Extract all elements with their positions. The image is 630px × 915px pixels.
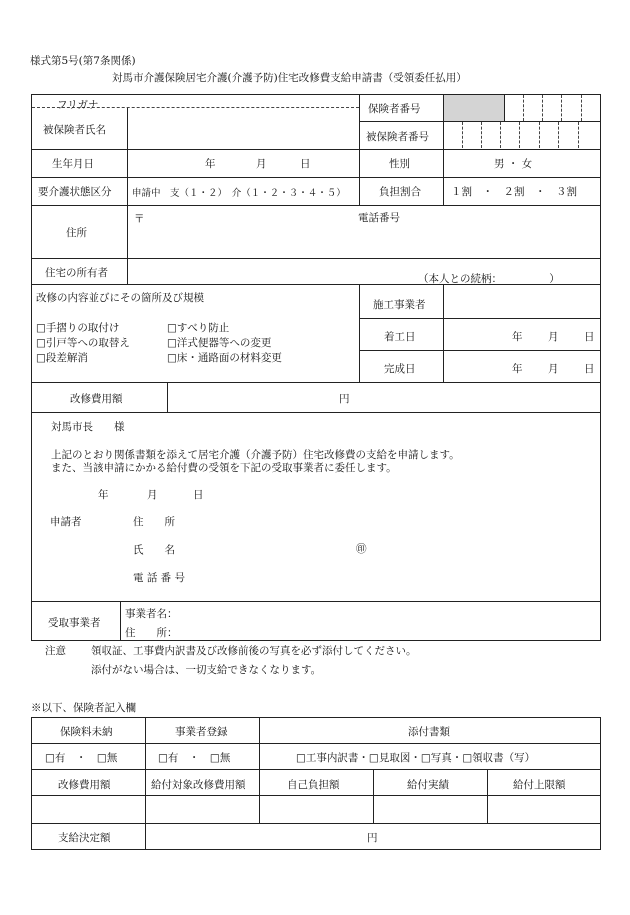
addressee: 対馬市長 様	[51, 421, 125, 433]
insurer-number-label: 保険者番号	[368, 103, 421, 115]
renovation-item: □洋式便器等への変更	[167, 337, 272, 349]
benefit-limit-header: 給付上限額	[513, 779, 566, 791]
cost-label: 改修費用額	[70, 393, 123, 405]
applicant-phone-label: 電 話 番 号	[133, 572, 186, 584]
registered-header: 事業者登録	[175, 726, 228, 738]
gender-options: 男 ・ 女	[494, 158, 533, 170]
note-label: 注意	[45, 645, 66, 657]
burden-label: 負担割合	[379, 186, 421, 198]
request-line-1: 上記のとおり関係書類を添えて居宅介護（介護予防）住宅改修費の支給を申請します。	[51, 449, 460, 461]
care-level-label: 要介護状態区分	[38, 186, 112, 198]
gender-label: 性別	[389, 158, 410, 170]
start-month: 月	[548, 331, 559, 343]
owner-label: 住宅の所有者	[45, 267, 108, 279]
request-month: 月	[147, 489, 158, 501]
cost-header: 改修費用額	[58, 779, 111, 791]
unpaid-premium-header: 保険料未納	[60, 726, 113, 738]
attached-options: □工事内訳書・□見取図・□写真・□領収書（写）	[296, 752, 536, 764]
self-pay-header: 自己負担額	[287, 779, 340, 791]
renovation-item: □手摺りの取付け	[36, 322, 120, 334]
seal-mark: ㊞	[356, 543, 367, 555]
request-day: 日	[193, 489, 204, 501]
note-line-1: 領収証、工事費内訳書及び改修前後の写真を必ず添付してください。	[91, 645, 417, 657]
end-day: 日	[584, 363, 595, 375]
postal-mark: 〒	[134, 213, 145, 225]
phone-label: 電話番号	[358, 212, 400, 224]
renovation-item: □すべり防止	[167, 322, 230, 334]
renovation-item: □床・通路面の材料変更	[167, 352, 282, 364]
receiver-name-label: 事業者名：	[125, 608, 178, 620]
contractor-label: 施工事業者	[373, 299, 426, 311]
birth-label: 生年月日	[52, 158, 94, 170]
start-day: 日	[584, 331, 595, 343]
insured-name-label: 被保険者氏名	[43, 124, 106, 136]
cost-yen: 円	[339, 393, 350, 405]
request-line-2: また、当該申請にかかる給付費の受領を下記の受取事業者に委任します。	[51, 462, 397, 474]
applicant-address-label: 住 所	[133, 516, 175, 528]
decision-yen: 円	[367, 832, 378, 844]
applicant-name-label: 氏 名	[133, 544, 175, 556]
receiver-address-label: 住 所：	[125, 627, 178, 639]
birth-year: 年	[205, 158, 216, 170]
renovation-heading: 改修の内容並びにその箇所及び規模	[36, 292, 204, 304]
address-label: 住所	[66, 227, 87, 239]
relation-label: （本人との続柄： ）	[418, 273, 560, 285]
decision-label: 支給決定額	[58, 832, 111, 844]
birth-day: 日	[300, 158, 311, 170]
end-year: 年	[512, 363, 523, 375]
furigana-label: フリガナ	[57, 99, 99, 111]
renovation-item: □引戸等への取替え	[36, 337, 130, 349]
insured-number-label: 被保険者番号	[366, 131, 429, 143]
attached-docs-header: 添付書類	[408, 726, 450, 738]
birth-month: 月	[256, 158, 267, 170]
care-level-value: 申請中 支（１・２） 介（１・２・３・４・５）	[132, 188, 346, 199]
insurer-section-heading: ※以下、保険者記入欄	[31, 702, 136, 714]
unpaid-options: □有 ・ □無	[45, 752, 118, 764]
end-month: 月	[548, 363, 559, 375]
note-line-2: 添付がない場合は、一切支給できなくなります。	[91, 664, 322, 676]
request-year: 年	[98, 489, 109, 501]
benefit-record-header: 給付実績	[407, 779, 449, 791]
eligible-cost-header: 給付対象改修費用額	[151, 779, 246, 791]
end-date-label: 完成日	[384, 363, 416, 375]
start-year: 年	[512, 331, 523, 343]
form-title: 対馬市介護保険居宅介護(介護予防)住宅改修費支給申請書（受領委任払用）	[112, 72, 467, 84]
start-date-label: 着工日	[384, 331, 416, 343]
applicant-label: 申請者	[50, 516, 82, 528]
burden-value: １割 ・ ２割 ・ ３割	[451, 186, 577, 198]
renovation-item: □段差解消	[36, 352, 88, 364]
receiver-label: 受取事業者	[48, 617, 101, 629]
form-number: 様式第5号(第7条関係)	[30, 55, 136, 67]
registered-options: □有 ・ □無	[158, 752, 231, 764]
